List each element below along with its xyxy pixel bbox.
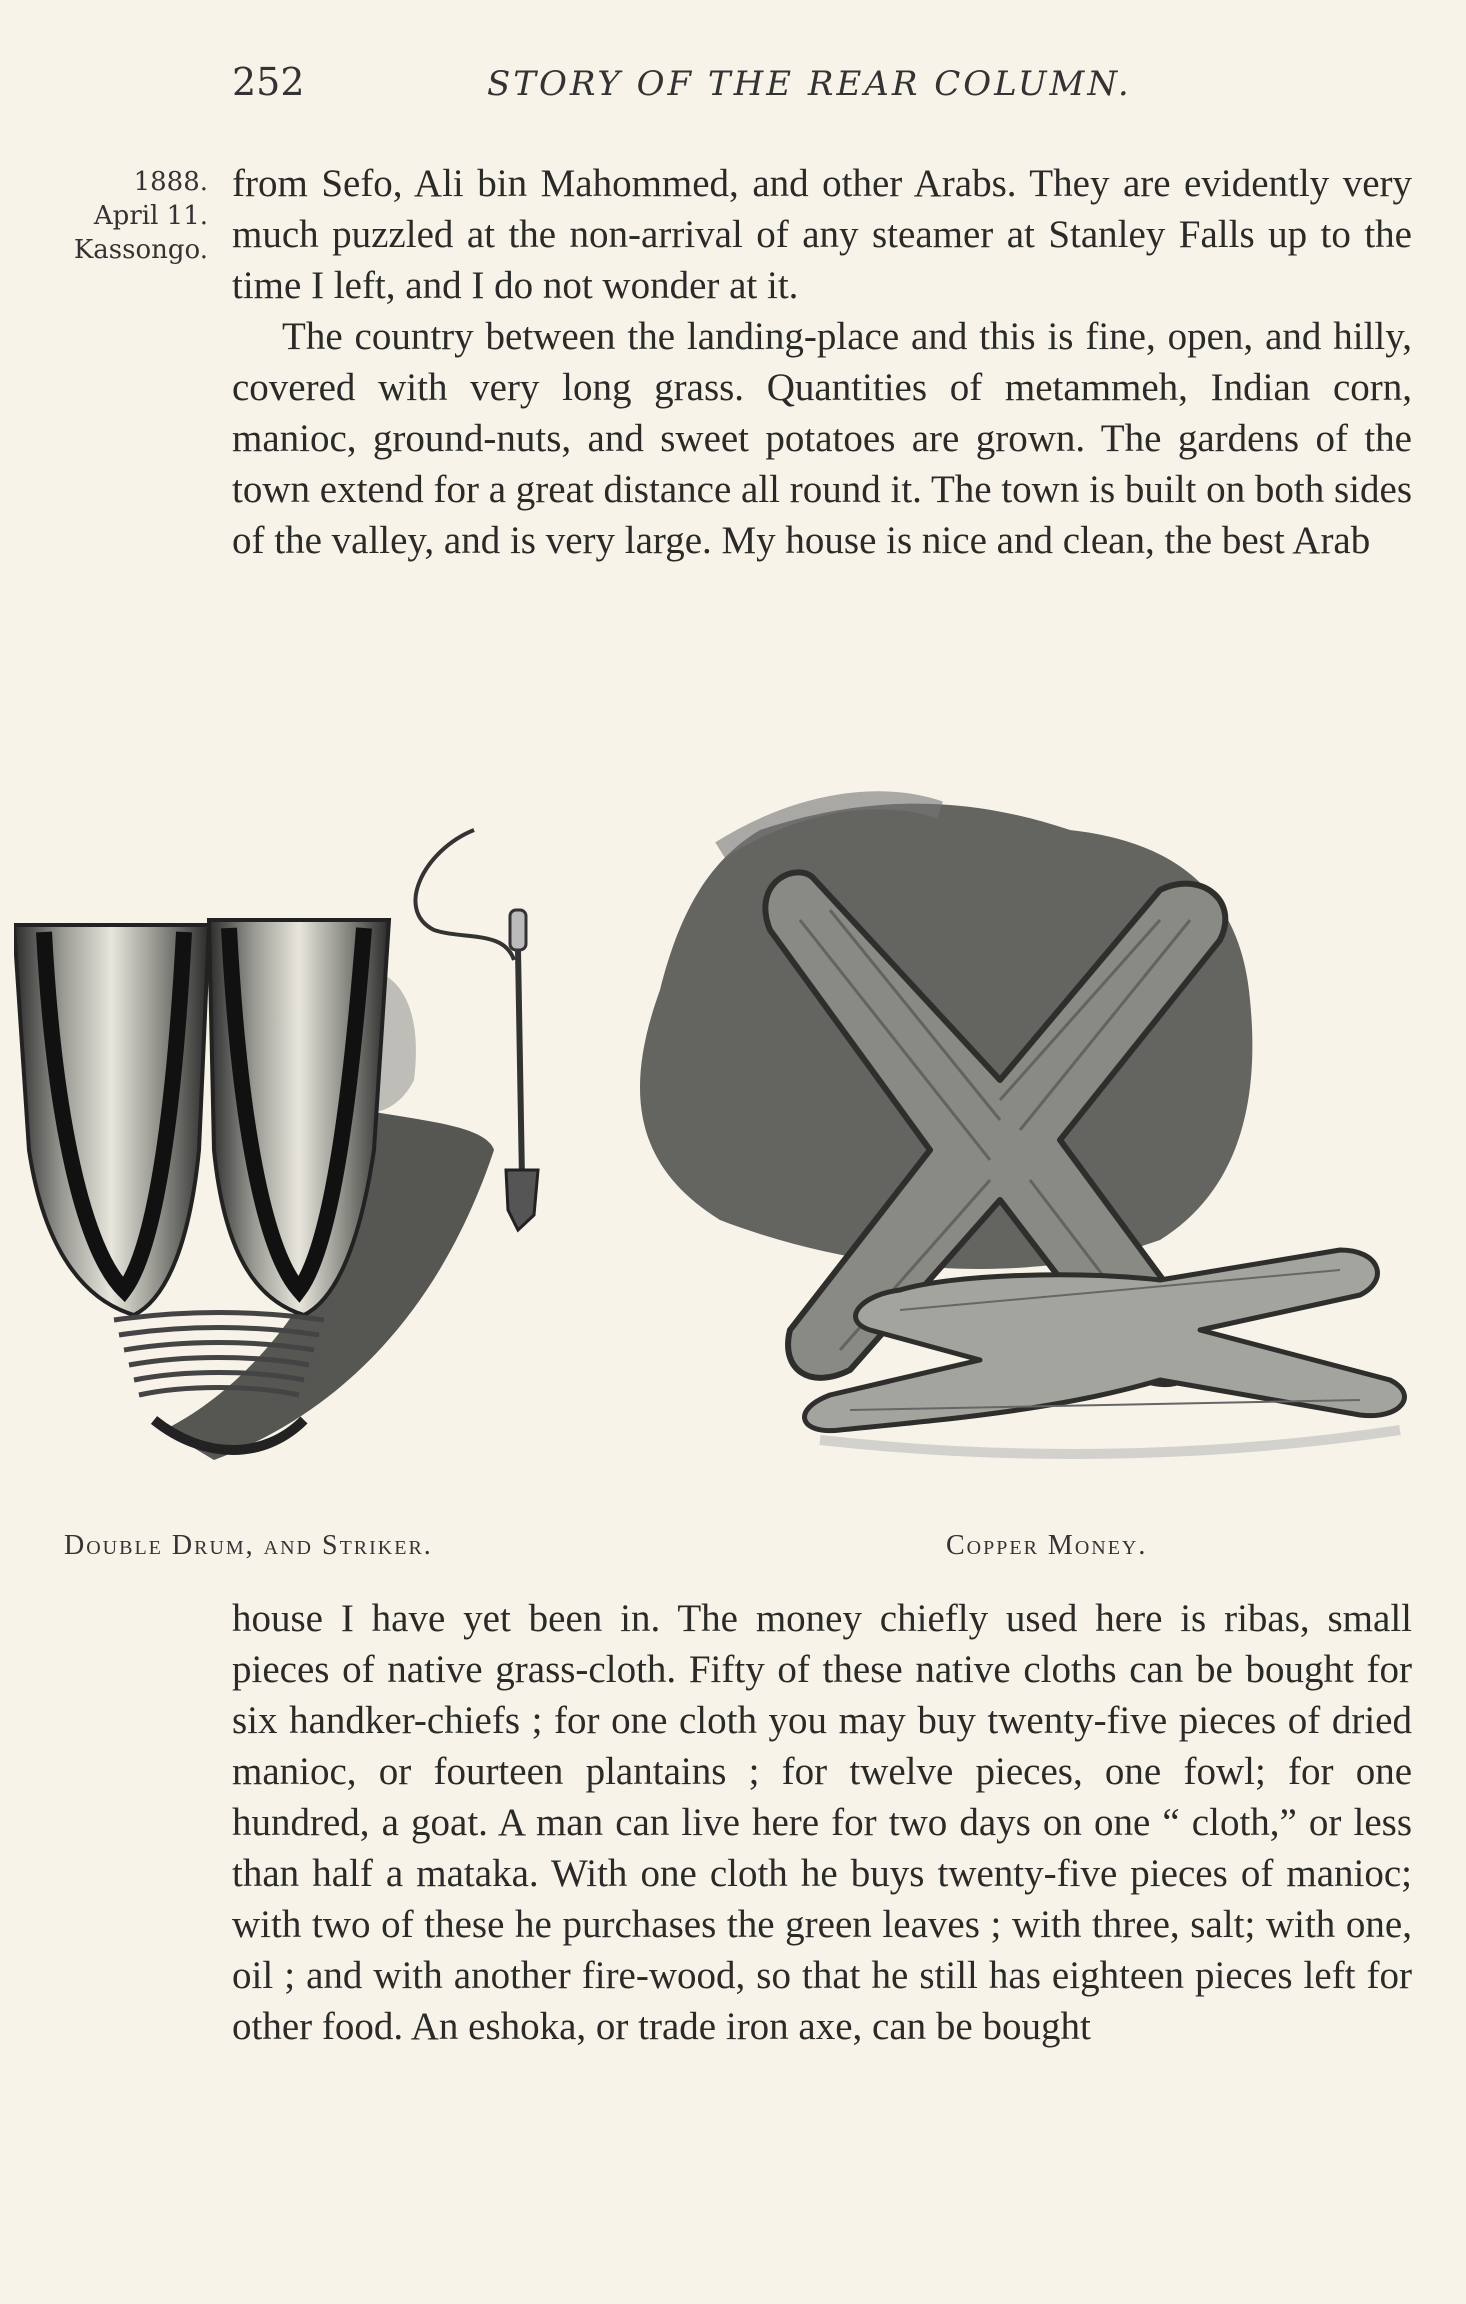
running-head: STORY OF THE REAR COLUMN. (487, 64, 1132, 104)
page-header (232, 60, 1412, 110)
copper-money-illustration (600, 770, 1420, 1490)
margin-date: April 11. (93, 201, 208, 231)
margin-year: 1888. (133, 167, 208, 197)
page-number: 252 (232, 60, 305, 104)
margin-note (48, 165, 208, 267)
caption-double-drum: Double Drum, and Striker. (64, 1530, 433, 1561)
paragraph-country: The country between the landing-place and this is fine, open, and hilly, covered with very long grass. Quantities of metammeh, Indian corn, manioc, ground-nuts, and sweet potatoes are grown. The gardens of the town extend for a great distance all round it. The town is built on both sides of the valley, and is very large. My house is nice and clean, the best Arab (232, 315, 1412, 562)
paragraph-continuation: from Sefo, Ali bin Mahommed, and other Arabs. They are evidently very much puzzled at the non-arrival of any steamer at Stanley Falls up to the time I left, and I do not wonder at it. (232, 162, 1412, 307)
margin-place: Kassongo. (73, 235, 208, 265)
paragraph-money: house I have yet been in. The money chiefly used here is ribas, small pieces of native grass-cloth. Fifty of these native cloths can be bought for six handker-chiefs ; for one cloth you may buy twenty-five pieces of dried manioc, or fourteen plantains ; for twelve pieces, one fowl; for one hundred, a goat. A man can live here for two days on one “ cloth,” or less than half a mataka. With one cloth he buys twenty-five pieces of manioc; with two of these he purchases the green leaves ; with three, salt; with one, oil ; and with another fire-wood, so that he still has eighteen pieces left for other food. An eshoka, or trade iron axe, can be bought (232, 1597, 1412, 2048)
top-text-block (232, 158, 1412, 566)
caption-copper-money: Copper Money. (946, 1530, 1148, 1561)
bottom-text-block (232, 1593, 1412, 2052)
double-drum-illustration (14, 820, 574, 1480)
copper-money-drawing (600, 770, 1420, 1490)
double-drum-drawing (14, 820, 574, 1480)
